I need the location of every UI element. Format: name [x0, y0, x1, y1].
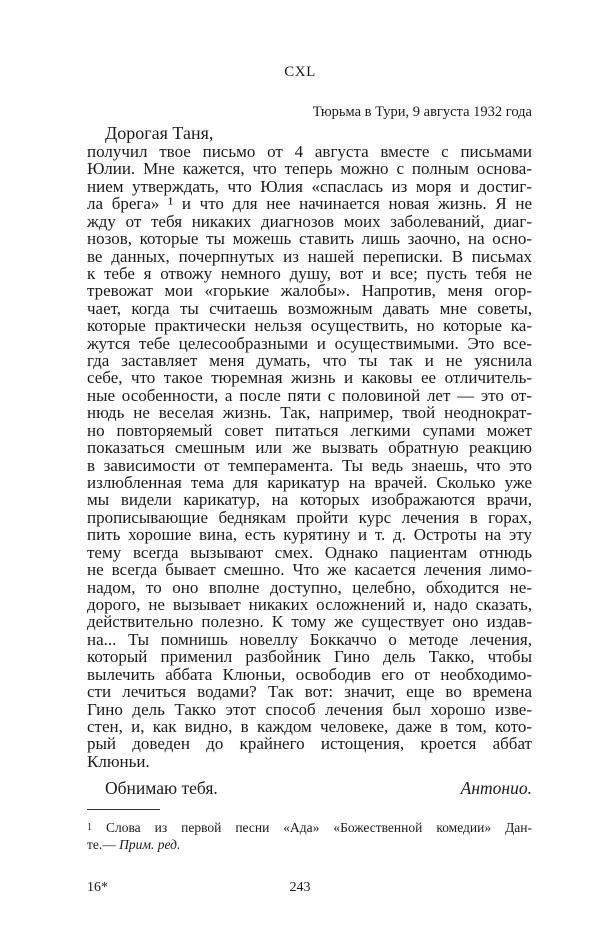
body-line: ла брега» ¹ и что для нее начинается новая жизнь. Я не [87, 194, 532, 214]
body-line: тревожат мои «горькие жалобы». Напротив, меня огор- [87, 281, 532, 301]
body-line: Юлии. Мне кажется, что теперь можно с полным основа- [87, 159, 532, 179]
body-line: себе, что такое тюремная жизнь и каковы ее отличитель- [87, 368, 532, 388]
body-line: гда заставляет меня думать, что ты так и не уяснила [87, 351, 532, 371]
body-line: мы видели карикатур, на которых изображаются врачи, [87, 490, 532, 510]
body-line: чает, когда ты считаешь возможным давать мне советы, [87, 298, 532, 318]
body-line: тему всегда вызывают смех. Однако пациентам отнюдь [87, 542, 532, 562]
body-line: вылечить аббата Клюньи, освободив его от необходимо- [87, 664, 532, 684]
body-line: Гино дель Такко этот способ лечения был хорошо изве- [87, 699, 532, 719]
body-line: в зависимости от темперамента. Ты ведь знаешь, что это [87, 455, 532, 475]
body-line: стен, и, как видно, в каждом человеке, даже в том, кото- [87, 716, 532, 736]
body-line: пить хорошие вина, есть курятину и т. д. Остроты на эту [87, 525, 532, 545]
footnote-line-1 [87, 819, 532, 836]
closing: Обнимаю тебя. [105, 778, 218, 798]
body-line: но повторяемый совет питаться легкими супами может [87, 420, 532, 440]
body-line: прописывающие беднякам пройти курс лечения в горах, [87, 507, 532, 527]
page-number: 243 [289, 880, 311, 895]
letter-body [87, 143, 532, 770]
body-line: который применил разбойник Гино дель Такко, чтобы [87, 647, 532, 667]
body-line: ные особенности, а после пяти с половиной лет — это от- [87, 385, 532, 405]
body-line: дорого, не вызывает никаких осложнений и, надо сказать, [87, 594, 532, 614]
body-line: к тебе я отвожу немного душу, вот и все; пусть тебя не [87, 263, 532, 283]
footnote-line-2 [87, 836, 532, 853]
body-line: получил твое письмо от 4 августа вместе с письмами [87, 142, 532, 161]
body-line: нозов, которые ты можешь ставить лишь заочно, на осно- [87, 229, 532, 249]
footnote-marker: 1 [87, 822, 92, 833]
body-line: которые практически нельзя осуществить, но которые ка- [87, 316, 532, 336]
footnote-text-cont: те.— [87, 837, 120, 852]
body-line: показаться смешным или же вызвать обратную реакцию [87, 438, 532, 458]
signature: Антонио. [460, 778, 532, 798]
body-line: жду от тебя никаких диагнозов моих заболеваний, диаг- [87, 211, 532, 231]
footnote [87, 819, 532, 853]
letter-number-heading: CXL [284, 64, 316, 80]
body-line: излюбленная тема для карикатур на врачей. Сколько уже [87, 473, 532, 493]
editor-note: Прим. ред. [119, 837, 181, 852]
salutation: Дорогая Таня, [105, 123, 214, 143]
signature-mark: 16* [87, 880, 108, 895]
body-line: жутся тебе целесообразными и осуществимыми. Это все- [87, 333, 532, 353]
dateline: Тюрьма в Тури, 9 августа 1932 года [312, 104, 532, 120]
body-line: сти лечиться водами? Так вот: значит, еще во времена [87, 682, 532, 702]
body-line: не всегда бывает смешно. Что же касается лечения лимо- [87, 560, 532, 580]
body-line: на... Ты помнишь новеллу Боккаччо о методе лечения, [87, 629, 532, 649]
body-line: нюдь не веселая жизнь. Так, например, твой неоднократ- [87, 403, 532, 423]
body-line: рый доведен до крайнего истощения, кроется аббат [87, 734, 532, 754]
body-line: действительно полезно. К тому же существует оно издав- [87, 612, 532, 632]
body-line: ве данных, почерпнутых из нашей переписки. В письмах [87, 246, 532, 266]
body-line: Клюньи. [87, 751, 150, 771]
footnote-divider [87, 809, 160, 810]
footnote-text: Слова из первой песни «Ада» «Божественной комедии» Дан- [105, 820, 532, 835]
body-line: надом, то оно вполне доступно, целебно, обходится не- [87, 577, 532, 597]
body-line: нием утверждать, что Юлия «спаслась из моря и достиг- [87, 176, 532, 196]
